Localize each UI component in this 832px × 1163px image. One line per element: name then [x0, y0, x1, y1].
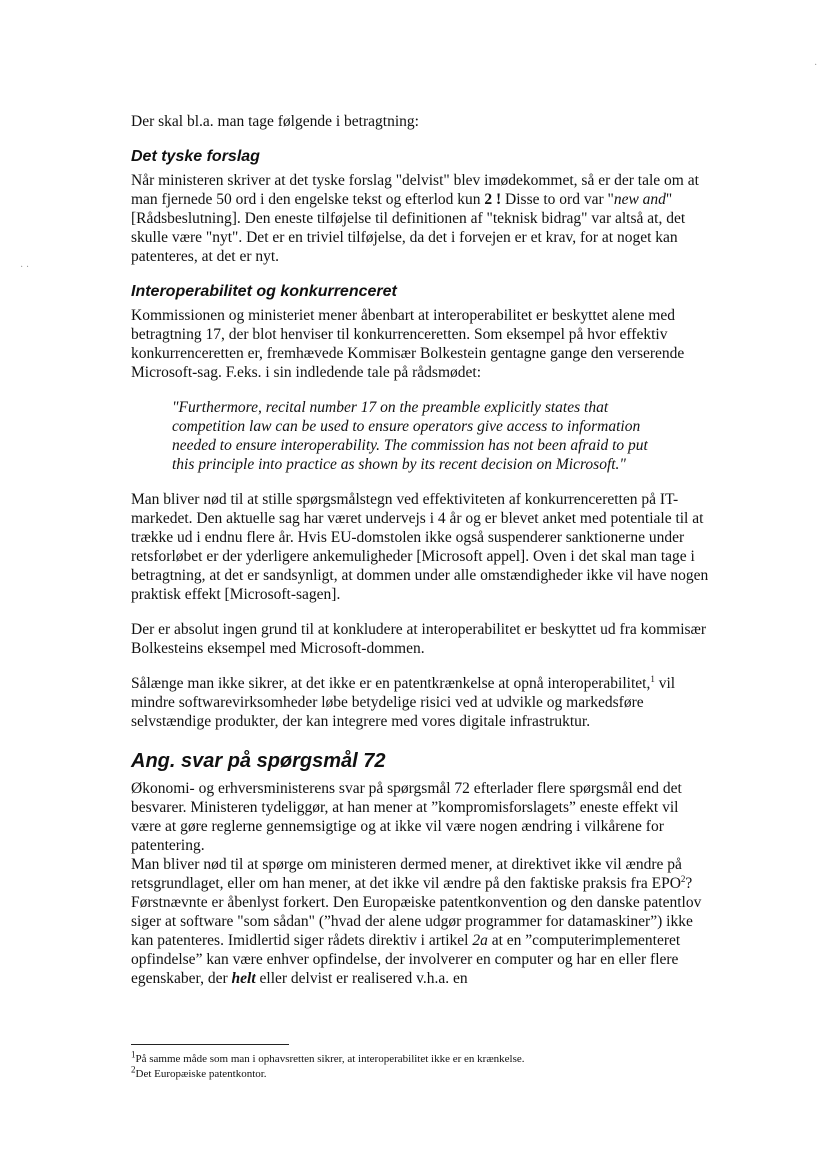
- scan-speck: · ·: [20, 262, 30, 273]
- question-72-paragraph-1: Økonomi- og erhversministerens svar på spørgsmål 72 efterlader flere spørgsmål end det besvarer. Ministeren tydeliggør, at han mener at ”kompromisforslagets” eneste effekt vil være at gøre reglerne gennemsigtige og at ikke vil være nogen ændring i vilkårene for patentering.: [131, 780, 682, 854]
- question-72-paragraph-3: Førstnævnte er åbenlyst forkert. Den Europæiske patentkonvention og den danske patentlov siger at software "som sådan" (”hvad der alene udgør programmer for datamaskiner”) ikke kan patenteres. Imidlertid siger rådets direktiv i artikel 2a at en ”computerimplementeret opfindelse” kan være enhver opfindelse, der involverer en computer og har en eller flere egenskaber, der helt eller delvist er realisered v.h.a. en: [131, 894, 702, 987]
- footnote-2: $^2$Det Europæiske patentkontor.: [131, 1064, 267, 1080]
- bolkestein-quote: "Furthermore, recital number 17 on the preamble explicitly states that competition law can be used to ensure operators give access to information needed to ensure interoperability. The commission has not been afraid to put this principle into practice as shown by its recent decision on Microsoft.": [172, 399, 648, 473]
- footnote-divider: [131, 1044, 289, 1045]
- footnote-ref-1[interactable]: 1: [650, 673, 655, 684]
- footnotes: [131, 1049, 525, 1082]
- interoperability-paragraph-2: Man bliver nød til at stille spørgsmålstegn ved effektiviteten af konkurrenceretten på IT-markedet. Den aktuelle sag har været undervejs i 4 år og er blevet anket med potentiale til at trække ud i endnu flere år. Hvis EU-domstolen ikke også suspenderer sanktionerne under retsforløbet er der yderligere ankemuligheder [Microsoft appel]. Oven i det skal man tage i betragtning, at det er sandsynligt, at dommen under alle omstændigheder ikke vil have nogen praktisk effekt [Microsoft-sagen].: [131, 491, 709, 603]
- german-proposal-paragraph: Når ministeren skriver at det tyske forslag "delvist" blev imødekommet, så er der tale om at man fjernede 50 ord i den engelske tekst og efterlod kun 2 ! Disse to ord var "new and" [Rådsbeslutning]. Den eneste tilføjelse til definitionen af "teknisk bidrag" var altså at, det skulle være "nyt". Det er en triviel tilføjelse, da det i forvejen er et krav, for at noget kan patenteres, at det er nyt.: [131, 172, 699, 265]
- footnote-ref-2[interactable]: 2: [680, 873, 686, 884]
- section-heading-german-proposal: Det tyske forslag: [131, 148, 260, 165]
- interoperability-paragraph-3: Der er absolut ingen grund til at konkludere at interoperabilitet er beskyttet ud fra kommisær Bolkesteins eksempel med Microsoft-dommen.: [131, 621, 707, 657]
- intro-paragraph: Der skal bl.a. man tage følgende i betragtning:: [131, 113, 419, 130]
- section-heading-question-72: Ang. svar på spørgsmål 72: [131, 750, 386, 772]
- question-72-paragraph-2: Man bliver nød til at spørge om ministeren dermed mener, at direktivet ikke vil ændre på retsgrundlaget, eller om han mener, at det ikke vil ændre på den faktiske praksis fra EPO$^2$?: [131, 856, 693, 892]
- interoperability-paragraph-1: Kommissionen og ministeriet mener åbenbart at interoperabilitet er beskyttet alene med betragtning 17, der blot henviser til konkurrenceretten. Som eksempel på hvor effektiv konkurrenceretten er, fremhævede Kommisær Bolkestein gentagne gange den verserende Microsoft-sag. F.eks. i sin indledende tale på rådsmødet:: [131, 307, 685, 381]
- scan-speck: ·: [814, 60, 818, 71]
- interoperability-paragraph-4: Sålænge man ikke sikrer, at det ikke er en patentkrænkelse at opnå interoperabilitet,$^1$ vil mindre softwarevirksomheder løbe betydelige risici ved at udvikle og markedsføre selvstændige produkter, der kan integrere med vores digitale infrastruktur.: [131, 673, 676, 730]
- footnote-1: $^1$På samme måde som man i ophavsretten sikrer, at interoperabilitet ikke er en krænkelse.: [131, 1049, 525, 1065]
- section-heading-interoperability: Interoperabilitet og konkurrenceret: [131, 283, 397, 300]
- document-body: [131, 112, 711, 988]
